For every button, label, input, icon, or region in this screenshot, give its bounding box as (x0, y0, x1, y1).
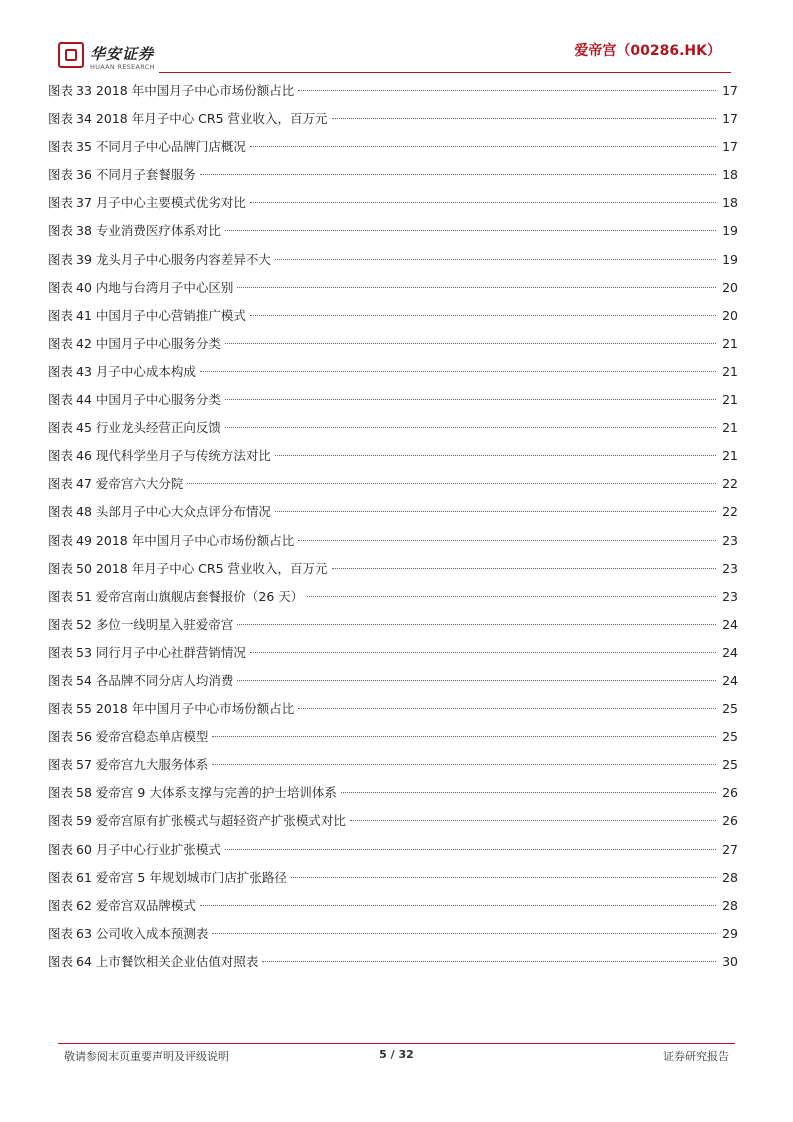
toc-entry-prefix: 图表 (48, 83, 74, 98)
toc-dot-leader (225, 343, 716, 344)
report-type: 证券研究报告 (663, 1050, 729, 1063)
toc-entry-prefix: 图表 (48, 448, 74, 464)
toc-entry-number: 34 (76, 111, 92, 127)
toc-entry-number: 38 (76, 223, 92, 239)
toc-entry-label (48, 359, 196, 385)
toc-entry-number: 57 (76, 757, 92, 773)
toc-dot-leader (237, 680, 716, 681)
toc-entry-number: 49 (76, 532, 92, 548)
toc-entry-label (48, 780, 337, 806)
header-divider (159, 72, 731, 73)
toc-entry-number: 43 (76, 363, 92, 379)
toc-dot-leader (225, 427, 716, 428)
toc-entry-page: 29 (722, 925, 738, 941)
toc-entry[interactable] (48, 218, 738, 246)
toc-entry-title: 行业龙头经营正向反馈 (95, 420, 221, 436)
toc-dot-leader (341, 792, 716, 793)
toc-entry[interactable] (48, 275, 738, 303)
toc-entry[interactable] (48, 837, 738, 865)
toc-entry-number: 47 (76, 476, 92, 492)
toc-entry-label (48, 584, 303, 610)
toc-entry-page: 26 (722, 813, 738, 829)
toc-entry-label (48, 190, 246, 216)
toc-dot-leader (200, 371, 716, 372)
toc-entry-label (48, 78, 294, 104)
toc-entry-title: 爱帝宫 9 大体系支撑与完善的护士培训体系 (95, 785, 337, 801)
toc-entry-title: 爱帝宫六大分院 (95, 476, 184, 492)
toc-entry-title: 2018 年中国月子中心市场份额占比 (95, 532, 295, 548)
toc-entry-label (48, 893, 196, 919)
toc-entry-label (48, 134, 246, 160)
toc-entry-page: 25 (722, 729, 738, 745)
toc-entry[interactable] (48, 668, 738, 696)
brand-name-cn: 华安证券 (90, 45, 155, 63)
toc-entry[interactable] (48, 893, 738, 921)
toc-entry-prefix: 图表 (48, 701, 74, 717)
toc-entry[interactable] (48, 303, 738, 331)
toc-entry-prefix: 图表 (48, 925, 74, 941)
toc-dot-leader (275, 259, 716, 260)
toc-entry-title: 爱帝宫南山旗舰店套餐报价（26 天） (95, 588, 304, 604)
toc-dot-leader (212, 736, 716, 737)
toc-entry-page: 24 (722, 644, 738, 660)
toc-entry-number: 53 (76, 644, 92, 660)
company-ticker: 爱帝宫（00286.HK） (574, 43, 721, 59)
toc-entry-page: 25 (722, 701, 738, 717)
toc-entry-prefix: 图表 (48, 363, 74, 379)
toc-entry-label (48, 471, 183, 497)
toc-entry-label (48, 640, 246, 666)
toc-entry-prefix: 图表 (48, 167, 74, 183)
toc-entry-page: 22 (722, 476, 738, 492)
toc-entry-title: 2018 年月子中心 CR5 营业收入，百万元 (95, 111, 328, 127)
toc-entry-number: 51 (76, 588, 92, 604)
toc-entry-number: 45 (76, 420, 92, 436)
toc-entry-page: 17 (722, 139, 738, 155)
toc-entry-title: 2018 年中国月子中心市场份额占比 (95, 701, 295, 717)
toc-entry-label (48, 415, 221, 441)
toc-entry[interactable] (48, 528, 738, 556)
toc-entry-number: 48 (76, 504, 92, 520)
toc-entry-number: 39 (76, 251, 92, 267)
toc-entry-label (48, 696, 294, 722)
page-footer (64, 1048, 729, 1066)
toc-dot-leader (200, 905, 716, 906)
toc-entry-label (48, 865, 287, 891)
toc-entry-page: 21 (722, 335, 738, 351)
toc-entry[interactable] (48, 78, 738, 106)
toc-entry-prefix: 图表 (48, 813, 74, 829)
toc-entry-prefix: 图表 (48, 616, 74, 632)
toc-entry-prefix: 图表 (48, 307, 74, 323)
toc-entry-label (48, 808, 346, 834)
toc-dot-leader (275, 511, 716, 512)
toc-entry-prefix: 图表 (48, 504, 74, 520)
toc-entry-page: 26 (722, 785, 738, 801)
toc-dot-leader (237, 287, 716, 288)
toc-entry-page: 24 (722, 672, 738, 688)
toc-dot-leader (237, 624, 716, 625)
toc-dot-leader (298, 90, 716, 91)
toc-dot-leader (225, 230, 716, 231)
toc-entry-title: 多位一线明星入驻爱帝宫 (95, 616, 234, 632)
toc-entry-number: 35 (76, 139, 92, 155)
toc-entry-number: 60 (76, 841, 92, 857)
toc-entry-number: 37 (76, 195, 92, 211)
toc-entry-page: 25 (722, 757, 738, 773)
toc-entry-page: 30 (722, 953, 738, 969)
toc-entry-number: 41 (76, 307, 92, 323)
table-of-figures (48, 78, 738, 977)
toc-entry-page: 17 (722, 111, 738, 127)
toc-entry-label (48, 218, 221, 244)
toc-entry-page: 21 (722, 448, 738, 464)
toc-entry-page: 21 (722, 363, 738, 379)
toc-entry-title: 爱帝宫稳态单店模型 (95, 729, 209, 745)
toc-entry[interactable] (48, 808, 738, 836)
toc-entry[interactable] (48, 865, 738, 893)
toc-entry-number: 46 (76, 448, 92, 464)
toc-entry[interactable] (48, 949, 738, 977)
toc-entry-prefix: 图表 (48, 729, 74, 745)
toc-entry-label (48, 949, 258, 975)
toc-entry-number: 61 (76, 869, 92, 885)
toc-entry-title: 各品牌不同分店人均消费 (95, 672, 234, 688)
toc-entry-label (48, 612, 233, 638)
toc-entry-page: 28 (722, 897, 738, 913)
toc-entry[interactable] (48, 696, 738, 724)
toc-entry-label (48, 443, 271, 469)
toc-entry-prefix: 图表 (48, 588, 74, 604)
toc-dot-leader (250, 315, 716, 316)
toc-dot-leader (250, 146, 716, 147)
toc-entry-title: 龙头月子中心服务内容差异不大 (95, 251, 271, 267)
toc-entry-prefix: 图表 (48, 644, 74, 660)
toc-entry[interactable] (48, 780, 738, 808)
toc-entry-title: 不同月子中心品牌门店概况 (95, 139, 246, 155)
disclaimer-note: 敬请参阅末页重要声明及评级说明 (64, 1050, 229, 1063)
toc-entry-title: 上市餐饮相关企业估值对照表 (95, 953, 259, 969)
toc-entry[interactable] (48, 752, 738, 780)
toc-entry-number: 36 (76, 167, 92, 183)
brand-name-en: HUAAN RESEARCH (90, 63, 155, 71)
toc-entry-number: 56 (76, 729, 92, 745)
toc-entry-label (48, 303, 246, 329)
toc-dot-leader (298, 540, 716, 541)
toc-dot-leader (275, 455, 716, 456)
toc-entry-title: 月子中心行业扩张模式 (95, 841, 221, 857)
toc-entry[interactable] (48, 471, 738, 499)
toc-entry-prefix: 图表 (48, 672, 74, 688)
toc-dot-leader (350, 820, 716, 821)
toc-entry[interactable] (48, 387, 738, 415)
toc-entry[interactable] (48, 190, 738, 218)
toc-entry-page: 18 (722, 195, 738, 211)
toc-entry-page: 23 (722, 588, 738, 604)
toc-entry-title: 内地与台湾月子中心区别 (95, 279, 234, 295)
toc-entry-page: 19 (722, 223, 738, 239)
toc-entry[interactable] (48, 443, 738, 471)
toc-dot-leader (225, 849, 716, 850)
toc-entry-prefix: 图表 (48, 279, 74, 295)
toc-entry[interactable] (48, 640, 738, 668)
toc-entry-page: 19 (722, 251, 738, 267)
toc-dot-leader (332, 118, 716, 119)
toc-dot-leader (291, 877, 716, 878)
toc-entry-prefix: 图表 (48, 841, 74, 857)
toc-dot-leader (225, 399, 716, 400)
toc-entry-prefix: 图表 (48, 111, 74, 127)
toc-entry[interactable] (48, 584, 738, 612)
toc-dot-leader (332, 568, 716, 569)
toc-entry-prefix: 图表 (48, 560, 74, 576)
toc-entry-page: 20 (722, 279, 738, 295)
toc-entry-title: 头部月子中心大众点评分布情况 (95, 504, 271, 520)
toc-entry-title: 同行月子中心社群营销情况 (95, 644, 246, 660)
page-header (0, 0, 793, 76)
toc-entry[interactable] (48, 134, 738, 162)
toc-entry-prefix: 图表 (48, 195, 74, 211)
toc-entry-label (48, 528, 294, 554)
toc-entry-number: 63 (76, 925, 92, 941)
toc-entry-title: 专业消费医疗体系对比 (95, 223, 221, 239)
toc-entry-prefix: 图表 (48, 785, 74, 801)
toc-entry-label (48, 556, 328, 582)
toc-entry[interactable] (48, 247, 738, 275)
toc-entry-prefix: 图表 (48, 335, 74, 351)
toc-entry-number: 42 (76, 335, 92, 351)
toc-dot-leader (187, 483, 716, 484)
toc-entry-page: 20 (722, 307, 738, 323)
toc-dot-leader (250, 652, 716, 653)
toc-entry[interactable] (48, 162, 738, 190)
toc-dot-leader (307, 596, 716, 597)
toc-entry-prefix: 图表 (48, 223, 74, 239)
toc-entry-title: 中国月子中心服务分类 (95, 335, 221, 351)
toc-entry-page: 28 (722, 869, 738, 885)
page-number: 5 / 32 (379, 1048, 414, 1061)
toc-entry-number: 40 (76, 279, 92, 295)
toc-entry-page: 18 (722, 167, 738, 183)
toc-entry[interactable] (48, 499, 738, 527)
toc-entry-label (48, 668, 233, 694)
toc-entry-number: 33 (76, 83, 92, 98)
toc-entry-prefix: 图表 (48, 476, 74, 492)
toc-entry-label (48, 724, 208, 750)
toc-entry-page: 23 (722, 560, 738, 576)
toc-entry-prefix: 图表 (48, 532, 74, 548)
toc-entry-prefix: 图表 (48, 139, 74, 155)
toc-entry-prefix: 图表 (48, 869, 74, 885)
toc-entry-label (48, 499, 271, 525)
toc-dot-leader (250, 202, 716, 203)
toc-entry-prefix: 图表 (48, 420, 74, 436)
toc-entry-number: 50 (76, 560, 92, 576)
toc-dot-leader (212, 764, 716, 765)
toc-entry-label (48, 106, 328, 132)
toc-entry-title: 月子中心成本构成 (95, 363, 196, 379)
toc-entry-prefix: 图表 (48, 953, 74, 969)
toc-entry-label (48, 275, 233, 301)
toc-entry-label (48, 247, 271, 273)
huaan-logo-icon (58, 42, 84, 68)
toc-entry-label (48, 837, 221, 863)
footer-divider (58, 1043, 735, 1044)
toc-entry-prefix: 图表 (48, 392, 74, 408)
toc-entry-title: 不同月子套餐服务 (95, 167, 196, 183)
toc-entry-prefix: 图表 (48, 757, 74, 773)
toc-entry-number: 58 (76, 785, 92, 801)
toc-entry-label (48, 331, 221, 357)
toc-entry-title: 爱帝宫九大服务体系 (95, 757, 209, 773)
toc-entry[interactable] (48, 359, 738, 387)
toc-entry-number: 55 (76, 701, 92, 717)
toc-entry-number: 62 (76, 897, 92, 913)
toc-entry-label (48, 921, 208, 947)
toc-entry-title: 现代科学坐月子与传统方法对比 (95, 448, 271, 464)
toc-entry-title: 公司收入成本预测表 (95, 925, 209, 941)
toc-entry[interactable] (48, 106, 738, 134)
toc-entry-page: 21 (722, 420, 738, 436)
toc-entry-title: 爱帝宫 5 年规划城市门店扩张路径 (95, 869, 287, 885)
toc-entry-page: 27 (722, 841, 738, 857)
toc-dot-leader (262, 961, 716, 962)
toc-entry-page: 23 (722, 532, 738, 548)
toc-entry-page: 21 (722, 392, 738, 408)
toc-entry-number: 52 (76, 616, 92, 632)
toc-entry-number: 44 (76, 392, 92, 408)
toc-entry[interactable] (48, 556, 738, 584)
toc-entry[interactable] (48, 415, 738, 443)
toc-entry-number: 64 (76, 953, 92, 969)
toc-entry-page: 17 (722, 83, 738, 98)
toc-entry[interactable] (48, 331, 738, 359)
toc-dot-leader (200, 174, 716, 175)
toc-entry-title: 2018 年中国月子中心市场份额占比 (95, 83, 295, 98)
toc-entry-title: 爱帝宫原有扩张模式与超轻资产扩张模式对比 (95, 813, 346, 829)
toc-entry-prefix: 图表 (48, 251, 74, 267)
toc-entry-title: 中国月子中心营销推广模式 (95, 307, 246, 323)
toc-entry-title: 月子中心主要模式优劣对比 (95, 195, 246, 211)
toc-entry[interactable] (48, 724, 738, 752)
toc-entry-label (48, 162, 196, 188)
toc-dot-leader (212, 933, 716, 934)
toc-entry-label (48, 387, 221, 413)
toc-dot-leader (298, 708, 716, 709)
toc-entry-page: 22 (722, 504, 738, 520)
toc-entry[interactable] (48, 612, 738, 640)
toc-entry-number: 59 (76, 813, 92, 829)
toc-entry-label (48, 752, 208, 778)
toc-entry-title: 中国月子中心服务分类 (95, 392, 221, 408)
toc-entry-title: 爱帝宫双品牌模式 (95, 897, 196, 913)
toc-entry-page: 24 (722, 616, 738, 632)
toc-entry-title: 2018 年月子中心 CR5 营业收入，百万元 (95, 560, 328, 576)
toc-entry-prefix: 图表 (48, 897, 74, 913)
toc-entry[interactable] (48, 921, 738, 949)
toc-entry-number: 54 (76, 672, 92, 688)
